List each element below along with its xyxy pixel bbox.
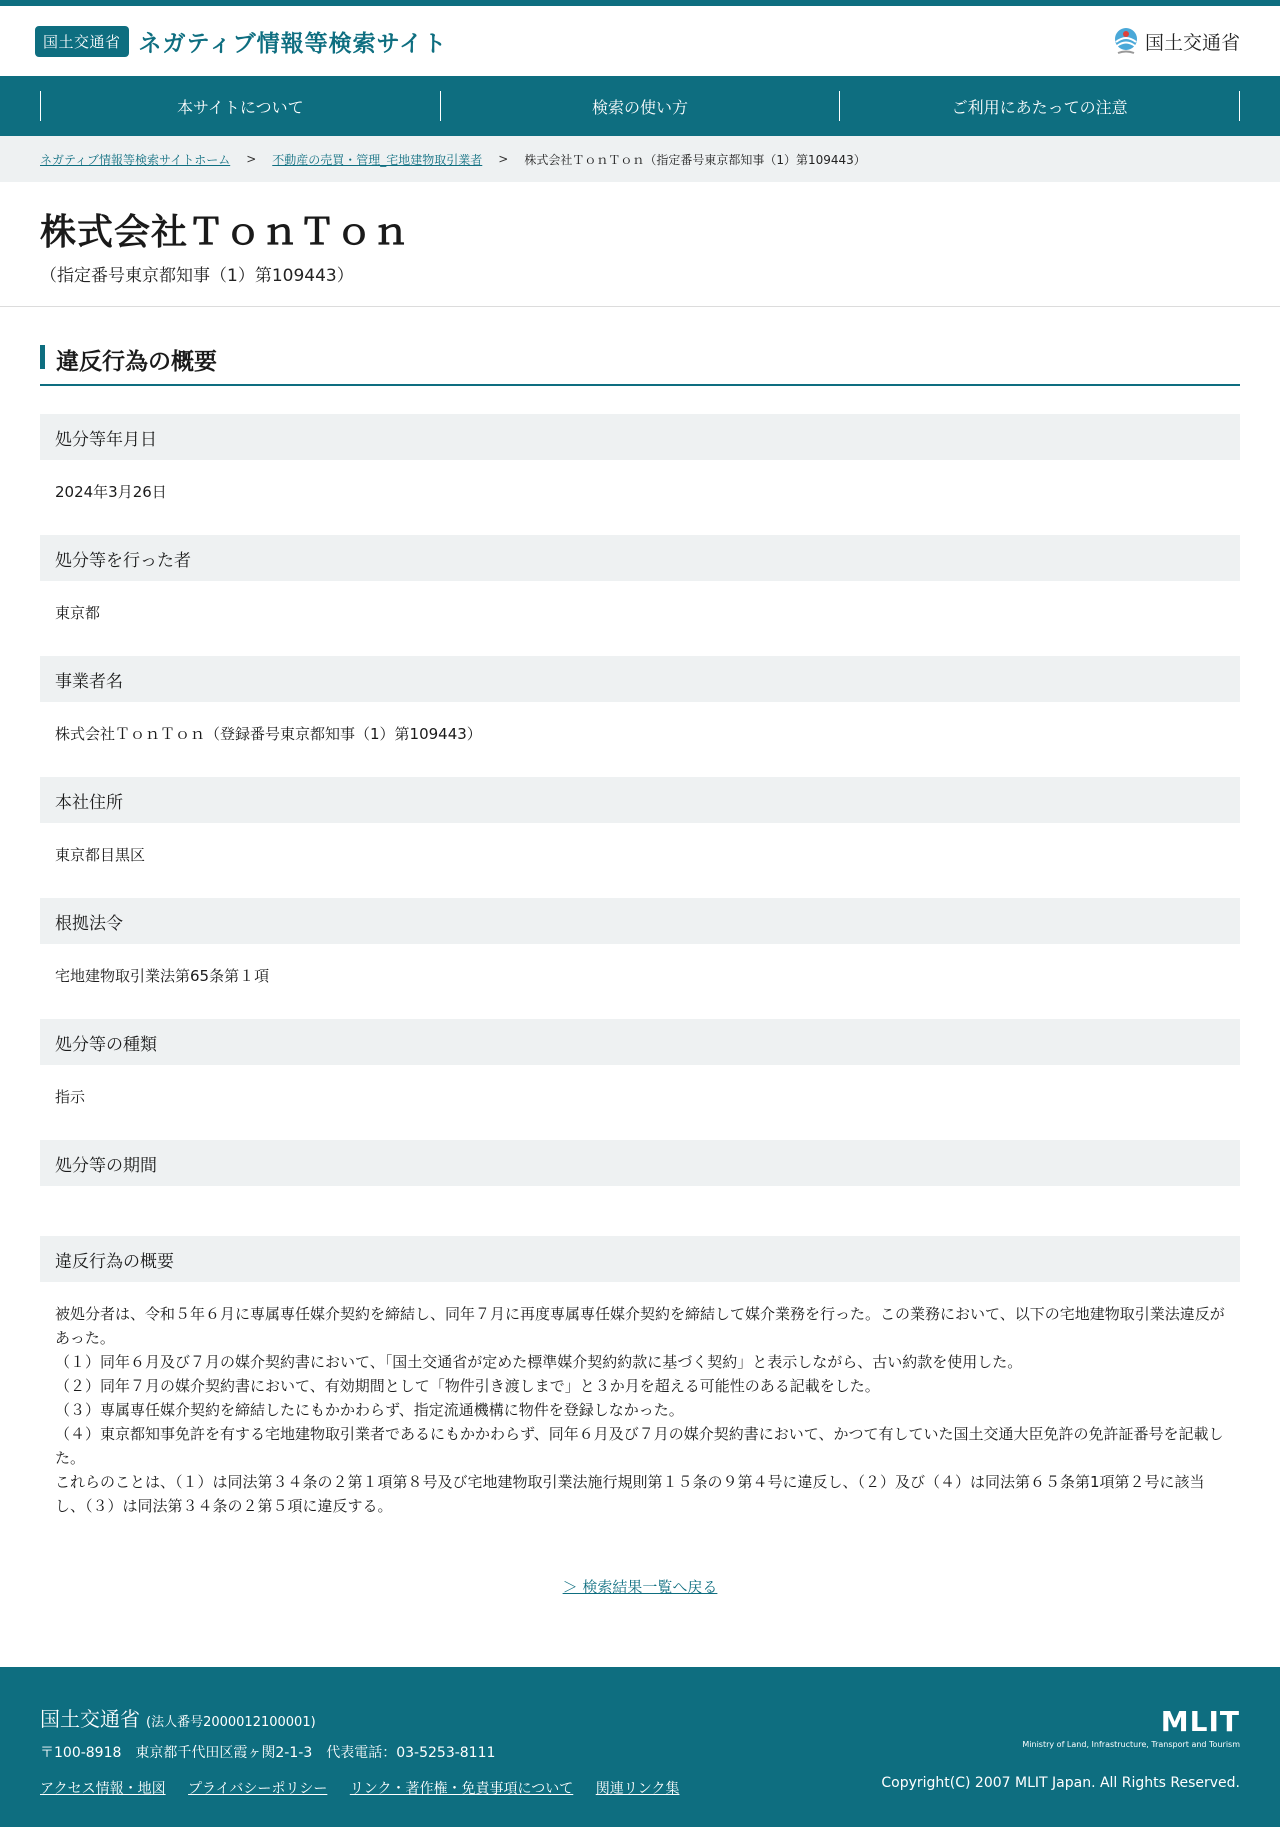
breadcrumb-category-link[interactable]: 不動産の売買・管理_宅地建物取引業者 bbox=[272, 152, 483, 167]
summary-text bbox=[40, 1282, 1240, 1528]
summary-paragraph: これらのことは、（１）は同法第３４条の２第１項第８号及び宅地建物取引業法施行規則第１５条の９第４号に違反し、（２）及び（４）は同法第６５条第1項第２号に該当し、（３）は同法第３４条の２第５項に違反する。 bbox=[55, 1473, 1205, 1515]
breadcrumb bbox=[0, 136, 1280, 182]
ministry-badge: 国土交通省 bbox=[35, 26, 129, 57]
breadcrumb-current: 株式会社ＴｏｎＴｏｎ（指定番号東京都知事（1）第109443） bbox=[524, 152, 866, 167]
nav-usage-notes[interactable]: ご利用にあたっての注意 bbox=[839, 91, 1240, 121]
site-brand[interactable] bbox=[35, 25, 447, 58]
field-label: 処分等の期間 bbox=[40, 1140, 1240, 1186]
page-subtitle: （指定番号東京都知事（1）第109443） bbox=[40, 266, 354, 286]
field-value: 東京都目黒区 bbox=[55, 846, 146, 864]
global-nav bbox=[0, 76, 1280, 136]
field-value: 株式会社ＴｏｎＴｏｎ（登録番号東京都知事（1）第109443） bbox=[55, 725, 482, 743]
back-link-wrapper bbox=[40, 1576, 1240, 1597]
footer-corp-number: (法人番号2000012100001) bbox=[146, 1715, 316, 1730]
breadcrumb-separator: > bbox=[246, 152, 257, 166]
field-value: 東京都 bbox=[55, 604, 101, 622]
page-title: 株式会社ＴｏｎＴｏｎ bbox=[40, 212, 411, 253]
footer-link-copyright[interactable]: リンク・著作権・免責事項について bbox=[349, 1781, 574, 1797]
site-header bbox=[0, 6, 1280, 76]
breadcrumb-home-link[interactable]: ネガティブ情報等検索サイトホーム bbox=[40, 152, 231, 167]
footer-link-related[interactable]: 関連リンク集 bbox=[595, 1781, 680, 1797]
field-head-office bbox=[40, 777, 1240, 898]
main-content bbox=[0, 307, 1280, 1597]
field-business-name bbox=[40, 656, 1240, 777]
back-to-results-link[interactable]: ＞ 検索結果一覧へ戻る bbox=[562, 1578, 718, 1596]
field-disposition-type bbox=[40, 1019, 1240, 1140]
footer-org-name: 国土交通省 bbox=[40, 1707, 140, 1731]
field-date bbox=[40, 414, 1240, 535]
field-label: 事業者名 bbox=[40, 656, 1240, 702]
field-value: 指示 bbox=[55, 1088, 86, 1106]
site-title[interactable]: ネガティブ情報等検索サイト bbox=[138, 30, 448, 57]
footer-link-access[interactable]: アクセス情報・地図 bbox=[40, 1781, 166, 1797]
nav-how-to-search[interactable]: 検索の使い方 bbox=[440, 91, 840, 121]
mlit-logo-subtitle: Ministry of Land, Infrastructure, Transport and Tourism bbox=[1022, 1740, 1240, 1749]
field-label: 違反行為の概要 bbox=[40, 1236, 1240, 1282]
field-label: 本社住所 bbox=[40, 777, 1240, 823]
mlit-logo-word: MLIT bbox=[1160, 1705, 1240, 1738]
ministry-logo-text: 国土交通省 bbox=[1144, 31, 1240, 54]
summary-paragraph: （２）同年７月の媒介契約書において、有効期間として「物件引き渡しまで」と３か月を超える可能性のある記載をした。 bbox=[55, 1377, 880, 1395]
field-label: 根拠法令 bbox=[40, 898, 1240, 944]
field-disposition-period bbox=[40, 1140, 1240, 1236]
summary-paragraph: （３）専属専任媒介契約を締結したにもかかわらず、指定流通機構に物件を登録しなかった。 bbox=[55, 1401, 684, 1419]
copyright: Copyright(C) 2007 MLIT Japan. All Rights Reserved. bbox=[881, 1775, 1240, 1791]
field-violation-summary bbox=[40, 1236, 1240, 1528]
summary-paragraph: （４）東京都知事免許を有する宅地建物取引業者であるにもかかわらず、同年６月及び７月の媒介契約書において、かつて有していた国土交通大臣免許の免許証番号を記載した。 bbox=[55, 1425, 1224, 1467]
field-value: 2024年3月26日 bbox=[55, 483, 167, 501]
field-label: 処分等を行った者 bbox=[40, 535, 1240, 581]
site-footer bbox=[0, 1667, 1280, 1827]
field-value: 宅地建物取引業法第65条第１項 bbox=[55, 967, 270, 985]
nav-about[interactable]: 本サイトについて bbox=[40, 91, 440, 121]
field-label: 処分等年月日 bbox=[40, 414, 1240, 460]
field-legal-basis bbox=[40, 898, 1240, 1019]
summary-paragraph: （１）同年６月及び７月の媒介契約書において、「国土交通省が定めた標準媒介契約約款に基づく契約」と表示しながら、古い約款を使用した。 bbox=[55, 1353, 1023, 1371]
summary-paragraph: 被処分者は、令和５年６月に専属専任媒介契約を締結し、同年７月に再度専属専任媒介契約を締結して媒介業務を行った。この業務において、以下の宅地建物取引業法違反があった。 bbox=[55, 1305, 1225, 1347]
footer-address: 〒100-8918 東京都千代田区霞ヶ関2-1-3 代表電話：03-5253-8111 bbox=[40, 1745, 496, 1761]
footer-link-privacy[interactable]: プライバシーポリシー bbox=[188, 1781, 328, 1797]
ministry-emblem-icon bbox=[1111, 26, 1141, 56]
field-authority bbox=[40, 535, 1240, 656]
mlit-logo[interactable] bbox=[1022, 1705, 1240, 1749]
field-value bbox=[40, 1186, 1240, 1236]
section-title: 違反行為の概要 bbox=[40, 343, 1240, 386]
ministry-logo[interactable] bbox=[1111, 26, 1240, 56]
breadcrumb-separator: > bbox=[498, 152, 509, 166]
field-label: 処分等の種類 bbox=[40, 1019, 1240, 1065]
page-heading-block bbox=[0, 182, 1280, 307]
